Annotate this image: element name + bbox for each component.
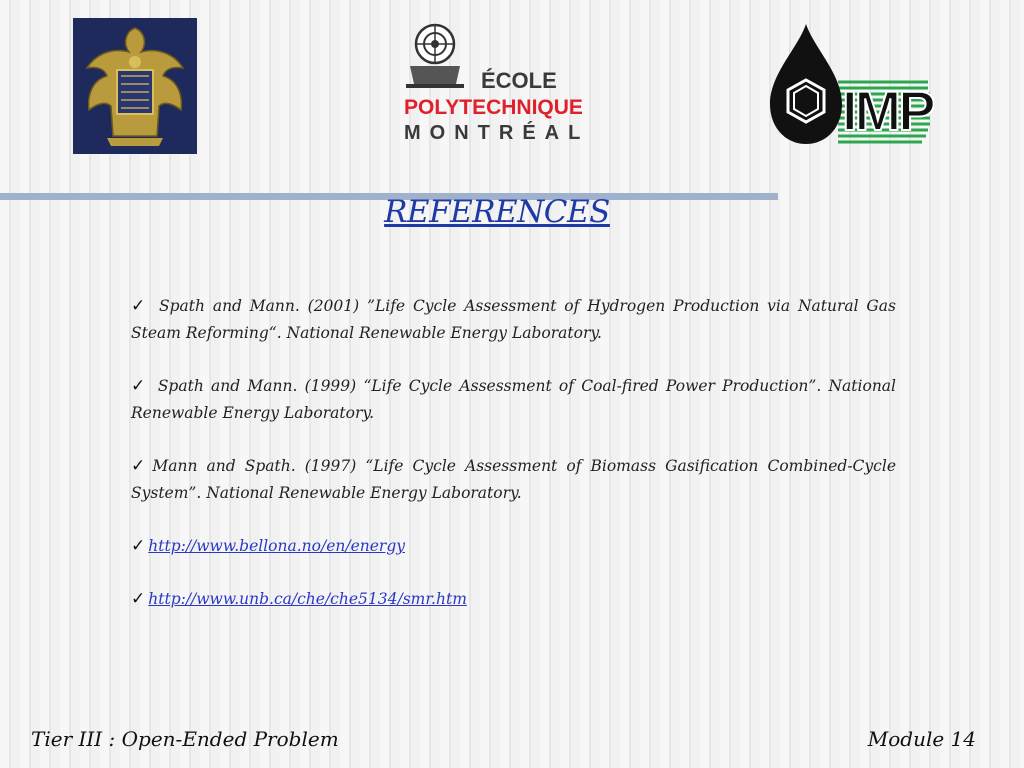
reference-item — [131, 453, 896, 507]
reference-item — [131, 586, 896, 613]
imp-logo — [768, 22, 934, 150]
reference-text: Mann and Spath. (1997) “Life Cycle Assessment of Biomass Gasification Combined-Cycle System”. National Renewable Energy Laboratory. — [131, 457, 896, 502]
check-icon: ✓ — [131, 376, 148, 396]
poly-logo-line2: POLYTECHNIQUE — [404, 96, 583, 119]
footer-module-label: Module 14 — [867, 727, 976, 751]
reference-item — [131, 533, 896, 560]
imp-logo-text: IMP — [842, 79, 933, 142]
check-icon: ✓ — [131, 536, 146, 556]
page-title: REFERENCES — [384, 194, 610, 230]
reference-item — [131, 293, 896, 347]
check-icon: ✓ — [131, 296, 149, 316]
poly-logo-line1: ÉCOLE — [481, 68, 557, 93]
polytechnique-montreal-logo — [400, 22, 608, 146]
check-icon: ✓ — [131, 456, 150, 476]
poly-logo-line3: MONTRÉAL — [404, 122, 590, 144]
reference-text: Spath and Mann. (2001) ”Life Cycle Assessment of Hydrogen Production via Natural Gas Steam Reforming“. National Renewable Energy Laboratory. — [131, 297, 896, 342]
reference-link-unb[interactable]: http://www.unb.ca/che/che5134/smr.htm — [148, 590, 467, 608]
reference-link-bellona[interactable]: http://www.bellona.no/en/energy — [148, 537, 405, 555]
check-icon: ✓ — [131, 589, 146, 609]
footer-course-title: Tier III : Open-Ended Problem — [31, 727, 339, 751]
reference-item — [131, 373, 896, 427]
references-list — [131, 293, 896, 639]
unam-crest-logo — [73, 18, 197, 154]
reference-text: Spath and Mann. (1999) “Life Cycle Assessment of Coal-fired Power Production”. National Renewable Energy Laboratory. — [131, 377, 896, 422]
